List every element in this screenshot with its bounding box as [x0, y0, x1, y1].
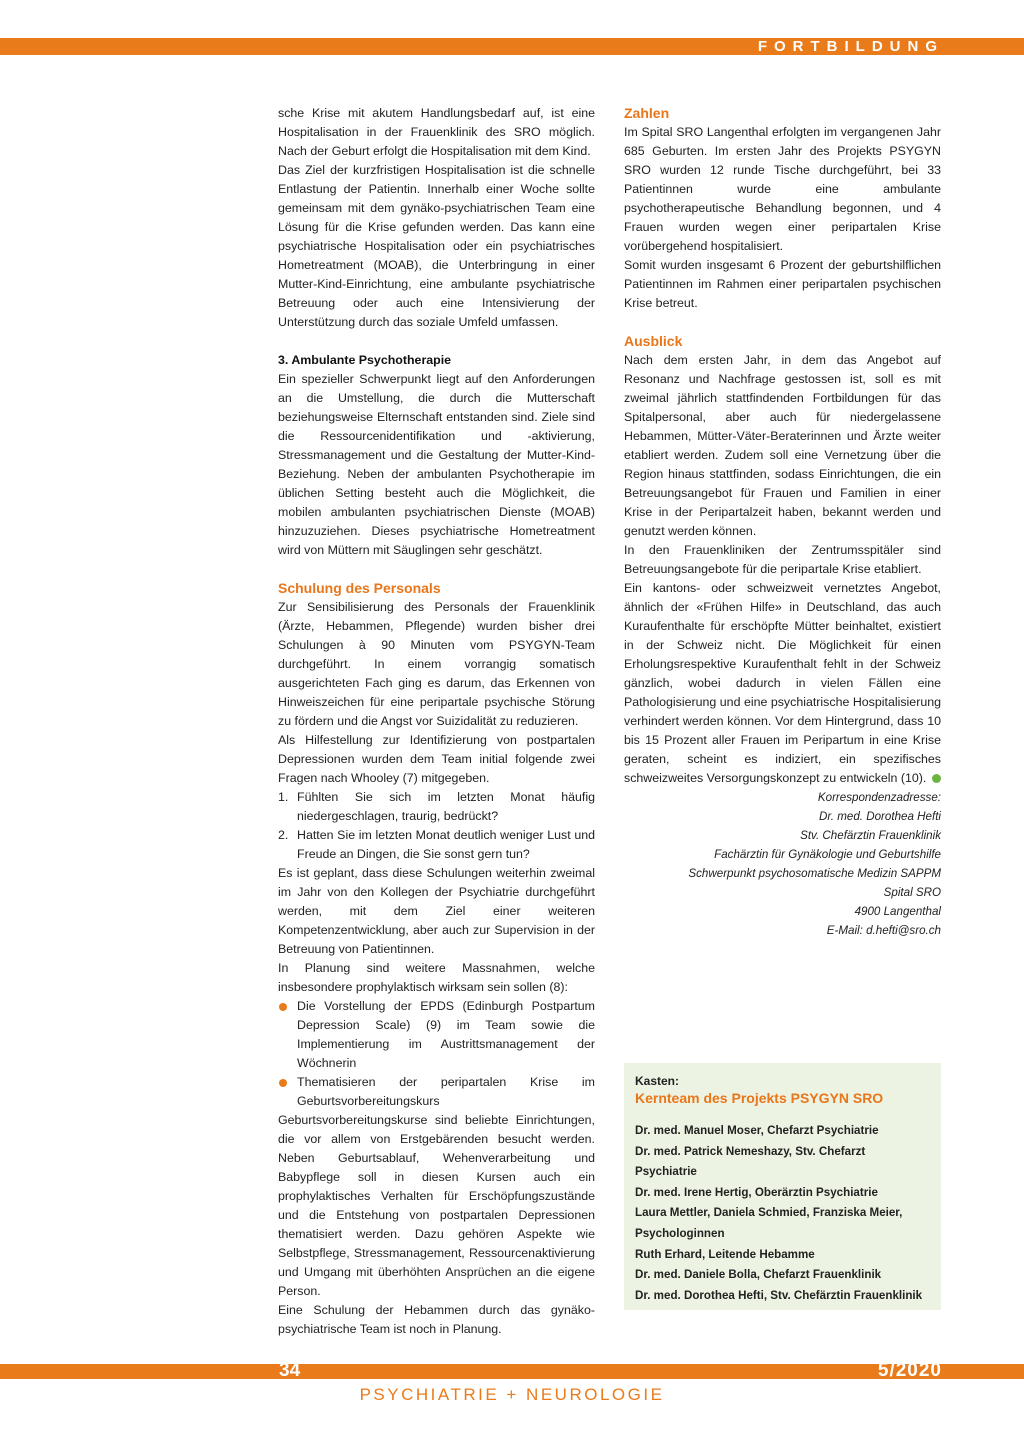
- paragraph: Geburtsvorbereitungskurse sind beliebte Einrichtungen, die vor allem von Erstgebärenden besucht werden. Neben Geburtsablauf, Wehenverarbeitung und Babypflege soll in diesen Kursen auch ein prophylaktisches Verhalten für Erschöpfungszustände und die Entstehung von postpartalen Depressionen thematisiert werden. Dazu gehören Aspekte wie Selbstpflege, Stressmanagement, Ressourcenaktivierung und Umgang mit überhöhten Ansprüchen an die eigene Person.: [278, 1113, 595, 1298]
- address-line: Korrespondenzadresse:: [817, 791, 941, 804]
- address-line: Stv. Chefärztin Frauenklinik: [800, 829, 941, 842]
- list-item: [278, 826, 595, 864]
- team-member: Dr. med. Manuel Moser, Chefarzt Psychiatrie: [635, 1124, 879, 1137]
- bullet-icon: [279, 1079, 287, 1087]
- team-member: Dr. med. Daniele Bolla, Chefarzt Frauenklinik: [635, 1268, 882, 1282]
- paragraph: sche Krise mit akutem Handlungsbedarf auf, ist eine Hospitalisation in der Frauenklinik des SRO möglich. Nach der Geburt erfolgt die Hospitalisation mit dem Kind.: [278, 106, 595, 158]
- footer-bar: [0, 1364, 1024, 1379]
- team-member: Dr. med. Dorothea Hefti, Stv. Chefärztin Frauenklinik: [635, 1288, 923, 1302]
- right-column: [624, 104, 941, 940]
- paragraph: [624, 579, 941, 788]
- heading-zahlen: Zahlen: [624, 105, 670, 121]
- box-title: Kernteam des Projekts PSYGYN SRO: [635, 1090, 884, 1106]
- address-line: Dr. med. Dorothea Hefti: [819, 810, 941, 823]
- paragraph: In den Frauenkliniken der Zentrumsspitäler sind Betreuungsangebote für die peripartale Krise etabliert.: [624, 543, 941, 576]
- subheading-ambulante-psychotherapie: 3. Ambulante Psychotherapie: [278, 353, 452, 367]
- list-number: 2.: [278, 828, 289, 842]
- header-bar: [0, 38, 1024, 55]
- address-line: Spital SRO: [883, 886, 941, 899]
- bullet-icon: [279, 1003, 287, 1011]
- team-member: Dr. med. Irene Hertig, Oberärztin Psychiatrie: [635, 1185, 878, 1199]
- paragraph: Somit wurden insgesamt 6 Prozent der geburtshilflichen Patientinnen im Rahmen einer peripartalen psychischen Krise betreut.: [624, 258, 941, 310]
- team-member: Laura Mettler, Daniela Schmied, Franziska Meier, Psychologinnen: [635, 1206, 903, 1240]
- paragraph: Nach dem ersten Jahr, in dem das Angebot auf Resonanz und Nachfrage gestossen ist, soll es mit zweimal jährlich stattfindenden Fortbildungen für das Spitalpersonal, aber auch für niedergelassene Hebammen, Mütter-Väter-Beraterinnen und Ärzte weiter etabliert werden. Zudem soll eine Vernetzung über die Region hinaus stattfinden, sodass Einrichtungen, die ein Betreuungsangebot für Frauen und Familien in einer Krise in der Peripartalzeit haben, bekannt werden und genutzt werden können.: [624, 353, 941, 538]
- paragraph: Eine Schulung der Hebammen durch das gynäko-psychiatrische Team ist noch in Planung.: [278, 1303, 595, 1336]
- list-item-text: Thematisieren der peripartalen Krise im Geburtsvorbereitungskurs: [297, 1075, 595, 1108]
- box-label: Kasten:: [635, 1074, 680, 1088]
- list-item-text: Fühlten Sie sich im letzten Monat häufig niedergeschlagen, traurig, bedrückt?: [297, 790, 595, 823]
- left-column: [278, 104, 595, 1339]
- issue-number: 5/2020: [877, 1360, 942, 1381]
- heading-schulung: Schulung des Personals: [278, 580, 441, 596]
- paragraph: Es ist geplant, dass diese Schulungen weiterhin zweimal im Jahr von den Kollegen der Psychiatrie durchgeführt werden, mit dem Ziel einer weiteren Kompetenzentwicklung, aber auch zur Supervision in der Betreuung von Patientinnen.: [278, 866, 595, 956]
- list-item-text: Hatten Sie im letzten Monat deutlich weniger Lust und Freude an Dingen, die Sie sonst gern tun?: [297, 828, 595, 861]
- team-member: Ruth Erhard, Leitende Hebamme: [635, 1247, 815, 1261]
- paragraph-text: Ein kantons- oder schweizweit vernetztes Angebot, ähnlich der «Frühen Hilfe» in Deutschland, das auch Kuraufenthalte für erschöpfte Mütter beinhaltet, existiert in der Schweiz nicht. Die Möglichkeit für einen Erholungsrespektive Kuraufenthalt fehlt in der Schweiz gänzlich, wobei dadurch in vielen Fällen eine Pathologisierung und eine psychiatrische Hospitalisierung verhindert werden können. Vor dem Hintergrund, dass 10 bis 15 Prozent aller Frauen im Peripartum in eine Krise geraten, scheint es indiziert, ein spezifisches schweizweites Versorgungskonzept zu entwickeln (10).: [624, 581, 941, 785]
- heading-ausblick: Ausblick: [624, 333, 683, 349]
- correspondence-address: [624, 788, 941, 940]
- whooley-questions: [278, 788, 595, 864]
- address-line: Schwerpunkt psychosomatische Medizin SAPPM: [688, 867, 941, 880]
- team-member: Dr. med. Patrick Nemeshazy, Stv. Chefarzt Psychiatrie: [635, 1144, 866, 1179]
- address-line: 4900 Langenthal: [854, 905, 941, 918]
- paragraph: Im Spital SRO Langenthal erfolgten im vergangenen Jahr 685 Geburten. Im ersten Jahr des Projekts PSYGYN SRO wurden 12 runde Tische durchgeführt, bei 33 Patientinnen wurde eine ambulante psychotherapeutische Behandlung begonnen, und 4 Frauen wurden wegen einer peripartalen Krise vorübergehend hospitalisiert.: [624, 125, 941, 253]
- journal-title: PSYCHIATRIE + NEUROLOGIE: [359, 1385, 665, 1404]
- info-box: [624, 1063, 941, 1310]
- page-number: 34: [279, 1360, 301, 1381]
- end-of-article-icon: [932, 774, 941, 783]
- address-line: Fachärztin für Gynäkologie und Geburtshilfe: [714, 848, 941, 861]
- list-item-text: Die Vorstellung der EPDS (Edinburgh Postpartum Depression Scale) (9) im Team sowie die Implementierung im Austrittsmanagement der Wöchnerin: [297, 999, 595, 1070]
- list-item: [278, 1073, 595, 1111]
- list-number: 1.: [278, 790, 289, 804]
- paragraph: Das Ziel der kurzfristigen Hospitalisation ist die schnelle Entlastung der Patientin. Innerhalb einer Woche sollte gemeinsam mit dem gynäko-psychiatrischen Team eine Lösung für die Krise gefunden werden. Das kann eine psychiatrische Hospitalisation oder ein psychiatrisches Hometreatment (MOAB), die Unterbringung in einer Mutter-Kind-Einrichtung, eine ambulante psychiatrische Betreuung oder auch eine Intensivierung der Unterstützung durch das soziale Umfeld umfassen.: [278, 163, 595, 329]
- list-item: [278, 997, 595, 1073]
- paragraph: Als Hilfestellung zur Identifizierung von postpartalen Depressionen wurden dem Team initial folgende zwei Fragen nach Whooley (7) mitgegeben.: [278, 733, 595, 785]
- paragraph: In Planung sind weitere Massnahmen, welche insbesondere prophylaktisch wirksam sein sollen (8):: [278, 961, 595, 994]
- section-label: FORTBILDUNG: [757, 38, 944, 55]
- measures-list: [278, 997, 595, 1111]
- email-address: E-Mail: d.hefti@sro.ch: [826, 924, 941, 937]
- paragraph: Zur Sensibilisierung des Personals der Frauenklinik (Ärzte, Hebammen, Pflegende) wurden bisher drei Schulungen à 90 Minuten vom PSYGYN-Team durchgeführt. In einem vorrangig somatisch ausgerichteten Fach ging es darum, das Erkennen von Hinweiszeichen für eine peripartale psychische Störung zu fördern und die Angst vor Suizidalität zu reduzieren.: [278, 600, 595, 728]
- paragraph: Ein spezieller Schwerpunkt liegt auf den Anforderungen an die Umstellung, die durch die Mutterschaft beziehungsweise Elternschaft entstanden sind. Ziele sind die Ressourcenidentifikation und -aktivierung, Stressmanagement und die Gestaltung der Mutter-Kind-Beziehung. Neben der ambulanten Psychotherapie im üblichen Setting besteht auch die Möglichkeit, die mobilen ambulanten psychiatrischen Dienste (MOAB) hinzuzuziehen. Dieses psychiatrische Hometreatment wird von Müttern mit Säuglingen sehr geschätzt.: [278, 372, 595, 557]
- list-item: [278, 788, 595, 826]
